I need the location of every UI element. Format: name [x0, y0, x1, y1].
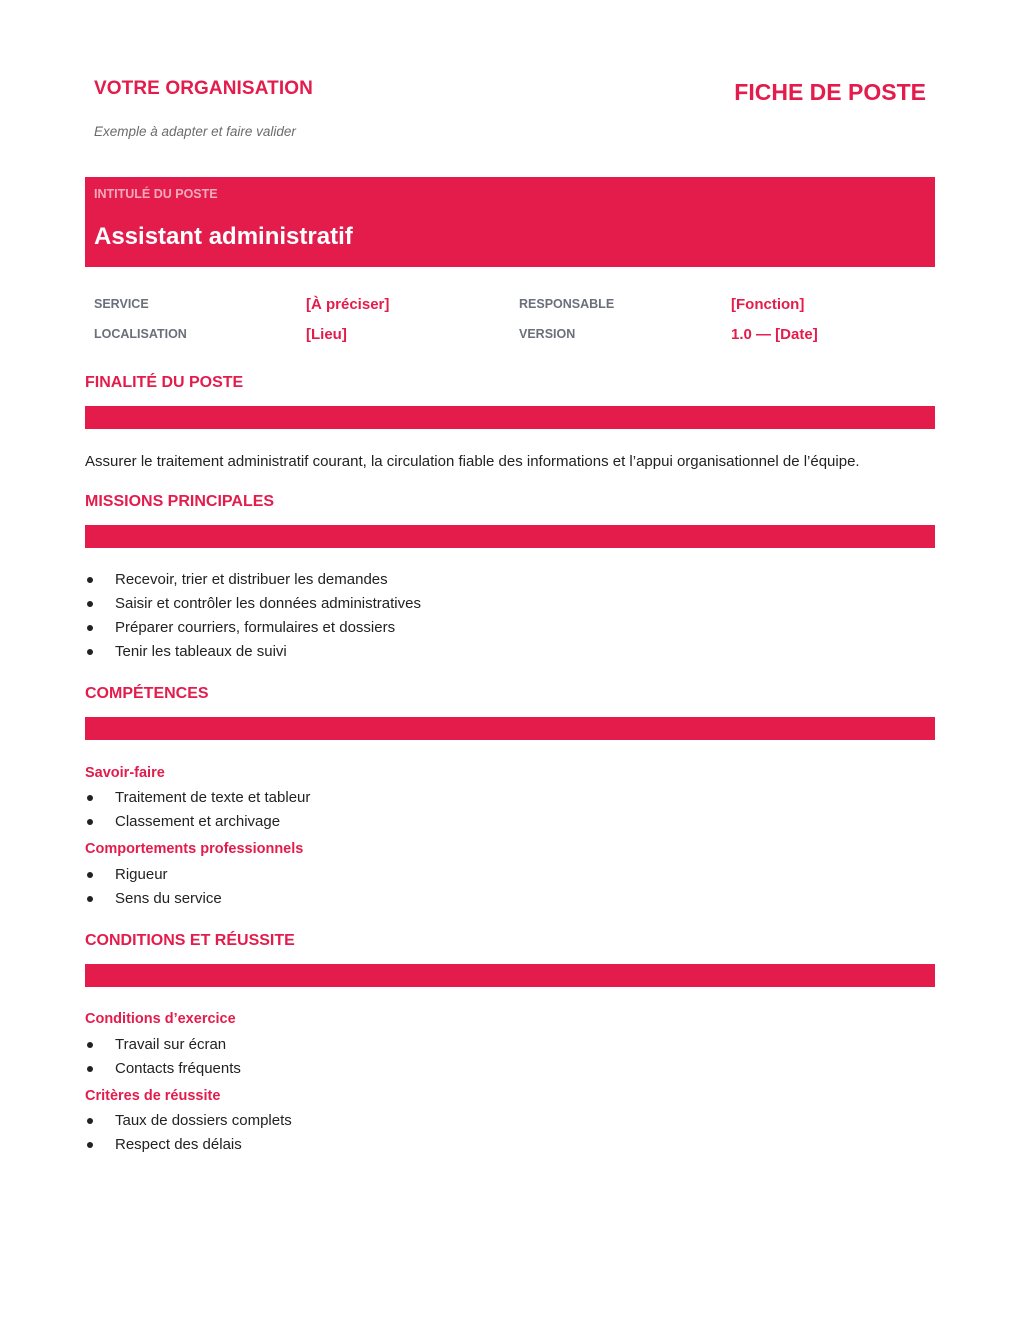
list-item: [85, 616, 421, 640]
list-item: [85, 1033, 241, 1057]
section-finalite: [85, 374, 935, 429]
meta-value-responsable: [Fonction]: [731, 296, 805, 313]
bullet-icon: [87, 1042, 93, 1048]
section-title-competences: COMPÉTENCES: [85, 685, 209, 702]
list-item: [85, 1057, 241, 1081]
list-item-text: Contacts fréquents: [115, 1060, 241, 1077]
meta-label-localisation: LOCALISATION: [94, 327, 187, 341]
list-item-text: Traitement de texte et tableur: [115, 789, 311, 806]
list-item: [85, 887, 222, 911]
subsection-title-criteres: Critères de réussite: [85, 1088, 221, 1104]
section-title-finalite: FINALITÉ DU POSTE: [85, 374, 244, 391]
list-item-text: Rigueur: [115, 866, 168, 883]
section-divider-bar: [85, 717, 935, 740]
section-missions: [85, 493, 935, 548]
list-item-text: Tenir les tableaux de suivi: [115, 643, 287, 660]
meta-value-service: [À préciser]: [306, 296, 390, 313]
list-item-text: Travail sur écran: [115, 1036, 227, 1053]
subsection-title-savoir-faire: Savoir-faire: [85, 765, 165, 781]
list-item: [85, 1133, 292, 1157]
job-title-label: INTITULÉ DU POSTE: [94, 187, 218, 201]
document-title: FICHE DE POSTE: [734, 79, 926, 105]
bullet-icon: [87, 1118, 93, 1124]
job-meta-table: [94, 293, 934, 353]
criteres-list: [85, 1109, 292, 1157]
bullet-icon: [87, 1142, 93, 1148]
list-item-text: Taux de dossiers complets: [115, 1112, 292, 1129]
bullet-icon: [87, 601, 93, 607]
list-item-text: Classement et archivage: [115, 813, 281, 830]
organization-name: VOTRE ORGANISATION: [94, 78, 313, 99]
job-title-value: Assistant administratif: [94, 223, 353, 250]
savoir-faire-list: [85, 786, 310, 834]
bullet-icon: [87, 896, 93, 902]
bullet-icon: [87, 577, 93, 583]
meta-value-localisation: [Lieu]: [306, 326, 347, 343]
subsection-title-comportements: Comportements professionnels: [85, 841, 304, 857]
bullet-icon: [87, 649, 93, 655]
section-divider-bar: [85, 964, 935, 987]
conditions-exercice-list: [85, 1033, 241, 1081]
list-item: [85, 640, 421, 664]
meta-label-version: VERSION: [519, 327, 576, 341]
section-title-conditions: CONDITIONS ET RÉUSSITE: [85, 932, 295, 949]
meta-row: [94, 293, 934, 323]
missions-list: [85, 568, 421, 664]
bullet-icon: [87, 872, 93, 878]
subsection-title-conditions-exercice: Conditions d’exercice: [85, 1011, 236, 1027]
comportements-list: [85, 863, 222, 911]
finalite-text: Assurer le traitement administratif courant, la circulation fiable des informations et l’appui organisationnel de l’équipe.: [85, 453, 860, 470]
list-item: [85, 810, 310, 834]
list-item-text: Préparer courriers, formulaires et dossiers: [115, 619, 396, 636]
list-item: [85, 1109, 292, 1133]
bullet-icon: [87, 625, 93, 631]
list-item: [85, 592, 421, 616]
list-item-text: Saisir et contrôler les données administratives: [115, 595, 421, 612]
section-title-missions: MISSIONS PRINCIPALES: [85, 493, 275, 510]
meta-row: [94, 323, 934, 353]
bullet-icon: [87, 795, 93, 801]
list-item: [85, 786, 310, 810]
section-divider-bar: [85, 406, 935, 429]
list-item-text: Sens du service: [115, 890, 222, 907]
section-conditions: [85, 932, 935, 987]
bullet-icon: [87, 819, 93, 825]
job-title-banner: [85, 177, 935, 267]
bullet-icon: [87, 1066, 93, 1072]
list-item: [85, 863, 222, 887]
document-subtitle: Exemple à adapter et faire valider: [94, 124, 296, 139]
list-item-text: Respect des délais: [115, 1136, 242, 1153]
section-divider-bar: [85, 525, 935, 548]
meta-label-responsable: RESPONSABLE: [519, 297, 615, 311]
meta-label-service: SERVICE: [94, 297, 149, 311]
section-competences: [85, 685, 935, 740]
meta-value-version: 1.0 — [Date]: [731, 326, 818, 343]
list-item-text: Recevoir, trier et distribuer les demandes: [115, 571, 388, 588]
list-item: [85, 568, 421, 592]
